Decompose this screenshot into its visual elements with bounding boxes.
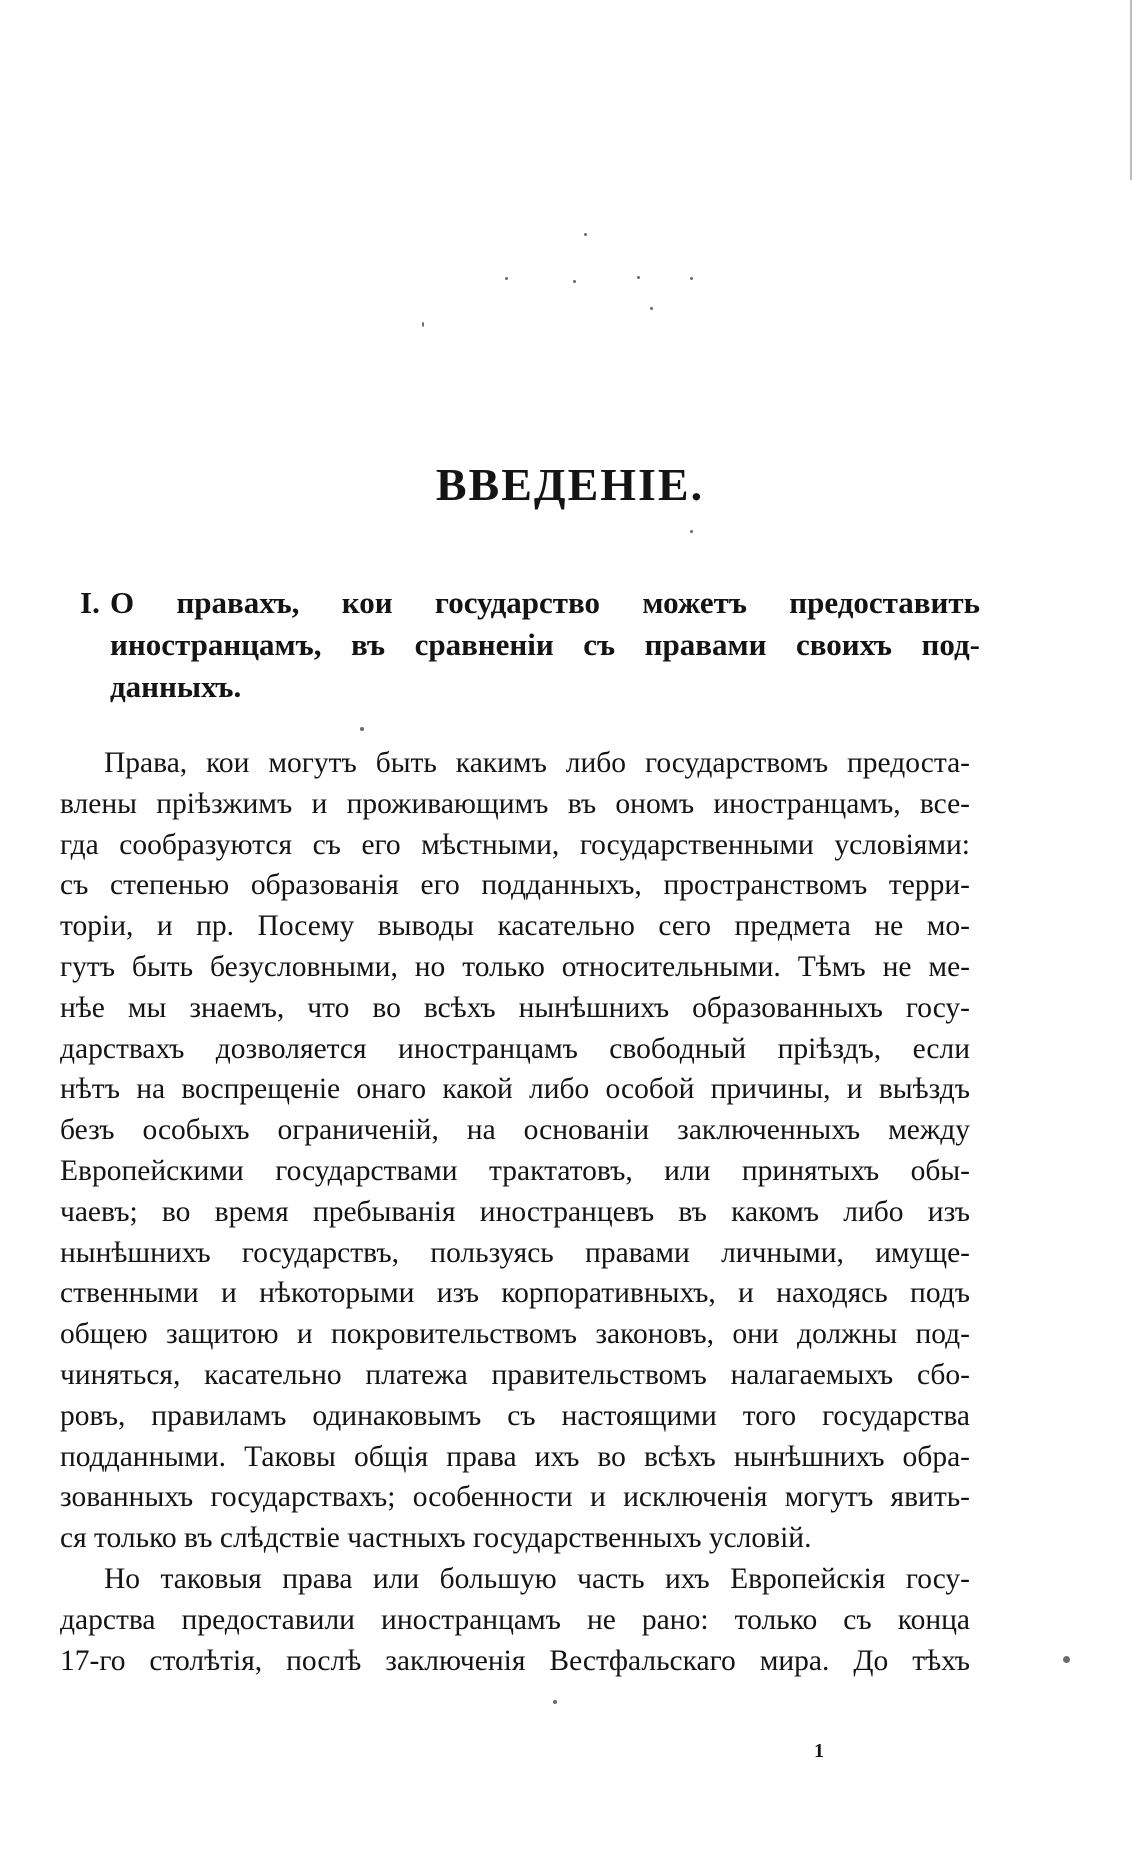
text-line: ровъ, правиламъ одинаковымъ съ настоящими того государства [60, 1399, 970, 1432]
print-speck [573, 280, 576, 283]
print-speck [422, 322, 424, 327]
text-line: чиняться, касательно платежа правительствомъ налагаемыхъ сбо- [60, 1358, 970, 1391]
text-line: подданными. Таковы общія права ихъ во всѣхъ нынѣшнихъ обра- [60, 1440, 970, 1473]
page-number: 1 [814, 1740, 824, 1762]
text-line: ственными и нѣкоторыми изъ корпоративныхъ, и находясь подъ [60, 1277, 970, 1310]
text-line: съ степенью образованія его подданныхъ, пространствомъ терри- [60, 869, 970, 902]
text-line: ся только въ слѣдствіе частныхъ государственныхъ условій. [60, 1522, 812, 1555]
section-heading-line: О правахъ, кои государство можетъ предоставить [110, 585, 980, 620]
print-speck [360, 727, 364, 731]
text-line: Но таковыя права или большую часть ихъ Европейскія госу- [104, 1562, 970, 1595]
text-line: влены пріѣзжимъ и проживающимъ въ ономъ иностранцамъ, все- [60, 787, 970, 820]
section-heading-line: иностранцамъ, въ сравненіи съ правами своихъ под- [110, 627, 980, 662]
text-line: Права, кои могутъ быть какимъ либо государствомъ предоста- [104, 747, 970, 779]
text-line: зованныхъ государствахъ; особенности и исключенія могутъ явить- [60, 1481, 970, 1514]
print-speck [584, 233, 587, 236]
print-speck [1063, 1656, 1070, 1663]
page-edge-mark [1130, 0, 1132, 180]
text-line: нѣтъ на воспрещеніе онаго какой либо особой причины, и выѣздъ [60, 1073, 970, 1106]
print-speck [650, 307, 653, 310]
text-line: нѣе мы знаемъ, что во всѣхъ нынѣшнихъ образованныхъ госу- [60, 991, 970, 1024]
body-text [60, 743, 970, 1681]
print-speck [690, 530, 693, 533]
section-heading-line: данныхъ. [110, 669, 242, 704]
paragraph [60, 743, 970, 1559]
paragraph [60, 1559, 970, 1681]
section-number: I. [80, 585, 100, 620]
text-line: гутъ быть безусловными, но только относительными. Тѣмъ не ме- [60, 950, 970, 983]
text-line: дарства предоставили иностранцамъ не рано: только съ конца [60, 1603, 970, 1636]
text-line: общею защитою и покровительствомъ законовъ, они должны под- [60, 1318, 970, 1351]
print-speck [637, 276, 640, 279]
text-line: 17-го столѣтія, послѣ заключенія Вестфальскаго мира. До тѣхъ [60, 1644, 970, 1677]
print-speck [690, 277, 693, 280]
text-line: торіи, и пр. Посему выводы касательно сего предмета не мо- [60, 910, 970, 943]
text-line: нынѣшнихъ государствъ, пользуясь правами личными, имуще- [60, 1236, 970, 1269]
chapter-title: ВВЕДЕНІЕ. [435, 459, 705, 510]
text-line: дарствахъ дозволяется иностранцамъ свободный пріѣздъ, если [60, 1032, 970, 1065]
text-line: безъ особыхъ ограниченій, на основаніи заключенныхъ между [60, 1114, 970, 1147]
text-line: гда сообразуются съ его мѣстными, государственными условіями: [60, 828, 970, 861]
print-speck [553, 1700, 557, 1704]
text-line: Европейскими государствами трактатовъ, или принятыхъ обы- [60, 1154, 970, 1187]
text-line: чаевъ; во время пребыванія иностранцевъ въ какомъ либо изъ [60, 1195, 970, 1228]
section-heading [80, 582, 980, 708]
print-speck [505, 277, 508, 280]
